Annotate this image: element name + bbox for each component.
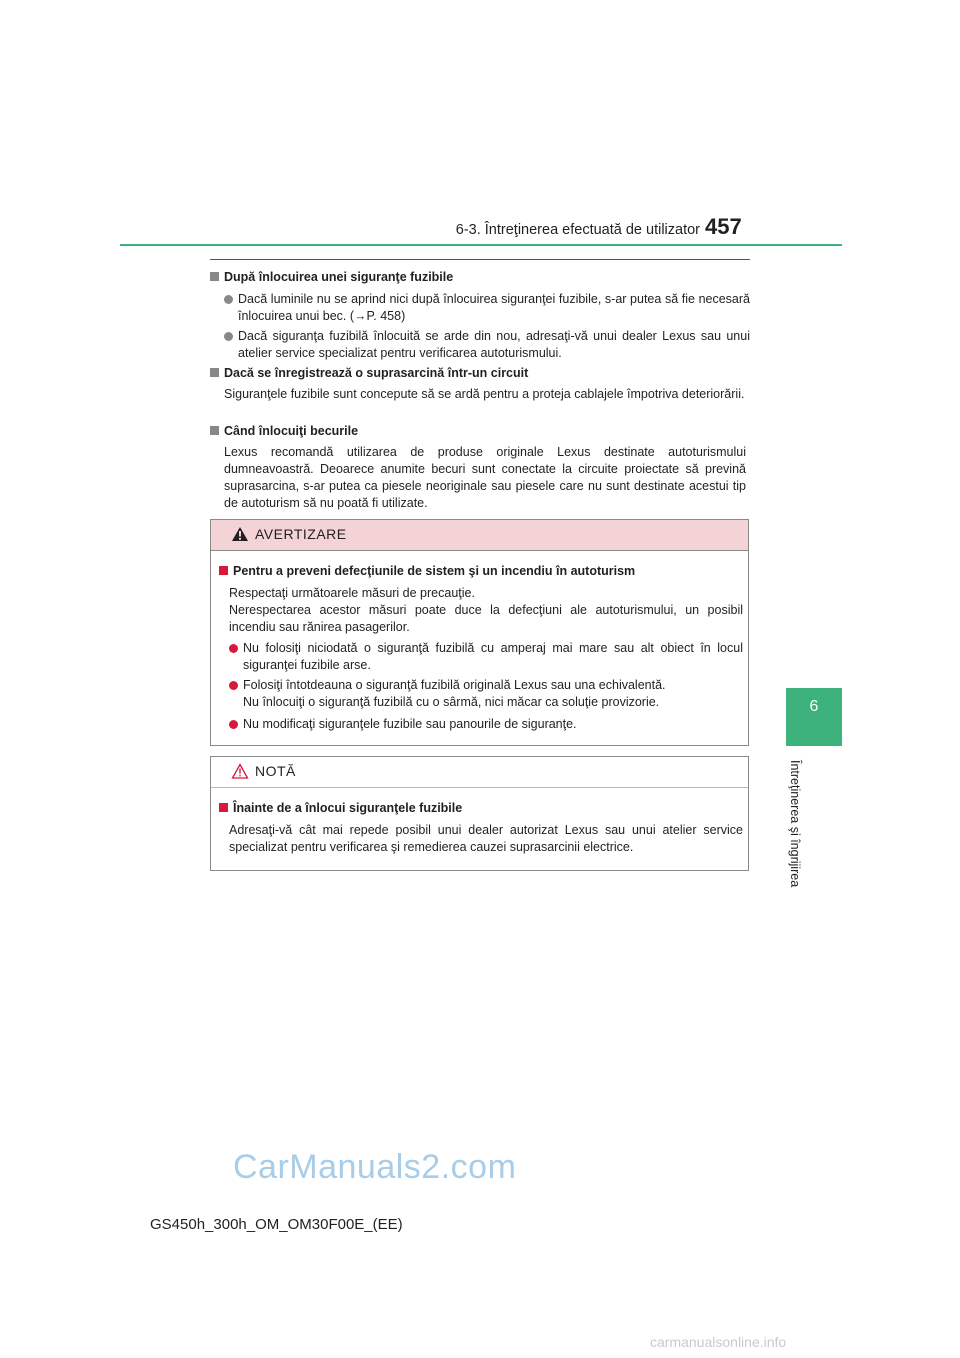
note-title	[219, 801, 462, 815]
watermark-logo: CarManuals2.com	[233, 1148, 517, 1186]
warning-title	[219, 564, 635, 578]
square-marker-icon	[210, 368, 219, 377]
warning-intro-1: Respectaţi următoarele măsuri de precauţie.	[229, 586, 475, 600]
watermark-site: carmanualsonline.info	[650, 1334, 787, 1350]
list-item	[229, 640, 743, 674]
note-heading: NOTĂ	[255, 763, 296, 779]
square-marker-icon	[210, 272, 219, 281]
circle-bullet-icon	[224, 332, 233, 341]
list-item	[229, 716, 743, 733]
header-section-title: 6-3. Întreţinerea efectuată de utilizator	[455, 222, 700, 238]
section-heading	[210, 366, 528, 380]
warning-title-text: Pentru a preveni defecţiunile de sistem şi un incendiu în autoturism	[233, 564, 636, 578]
list-item	[224, 328, 750, 362]
section-heading	[210, 270, 453, 284]
section-title: Când înlocuiţi becurile	[224, 424, 359, 438]
note-box	[210, 756, 749, 871]
section-text: Lexus recomandă utilizarea de produse originale Lexus destinate autoturismului dumneavoastră. Deoarece anumite becuri sunt conectate la circuite proiectate să prevină suprasarcina, s-ar putea ca piesele neoriginale sau piesele care nu sunt destinate acestui tip de autoturism să nu poată fi utilizate.	[224, 445, 746, 510]
page-number: 457	[705, 214, 742, 239]
circle-bullet-icon	[229, 644, 238, 653]
warning-heading: AVERTIZARE	[255, 526, 347, 542]
note-header	[211, 757, 748, 787]
chapter-label: Întreţinerea şi îngrijirea	[788, 760, 802, 888]
square-marker-icon	[219, 566, 228, 575]
list-item-text: Dacă luminile nu se aprind nici după înlocuirea siguranţei fuzibile, s-ar putea să fie necesară înlocuirea unui bec. (→P. 458)	[238, 292, 750, 323]
list-item-text: Nu modificaţi siguranţele fuzibile sau panourile de siguranţe.	[243, 717, 577, 731]
list-item	[229, 677, 743, 694]
warning-intro-2: Nerespectarea acestor măsuri poate duce la defecţiuni ale autoturismului, un posibil incendiu sau rănirea pasagerilor.	[229, 603, 743, 634]
circle-bullet-icon	[229, 681, 238, 690]
section-heading	[210, 424, 358, 438]
warning-box	[210, 519, 749, 746]
list-item-text: Nu folosiţi niciodată o siguranţă fuzibilă cu amperaj mai mare sau alt obiect în locul siguranţei fuzibile arse.	[243, 641, 743, 672]
note-title-text: Înainte de a înlocui siguranţele fuzibile	[233, 801, 463, 815]
note-text: Adresaţi-vă cât mai repede posibil unui dealer autorizat Lexus sau unui atelier service specializat pentru verificarea şi remedierea cauzei suprasarcinii electrice.	[229, 823, 743, 854]
square-marker-icon	[210, 426, 219, 435]
footer-doc-code: GS450h_300h_OM_OM30F00E_(EE)	[150, 1216, 403, 1233]
warning-triangle-icon	[231, 526, 249, 542]
list-item	[224, 291, 750, 325]
chapter-tab	[786, 688, 842, 746]
list-item-continuation: Nu înlocuiţi o siguranţă fuzibilă cu o sârmă, nici măcar ca soluţie provizorie.	[243, 695, 660, 709]
warning-header	[211, 520, 748, 550]
list-item-text: Dacă siguranţa fuzibilă înlocuită se arde din nou, adresaţi-vă unui dealer Lexus sau unui atelier service specializat pentru verificarea autoturismului.	[238, 329, 750, 360]
section-text: Siguranţele fuzibile sunt concepute să se ardă pentru a proteja cablajele împotriva deteriorării.	[224, 387, 745, 401]
circle-bullet-icon	[229, 720, 238, 729]
content-rule	[210, 259, 750, 260]
section-title: Dacă se înregistrează o suprasarcină într-un circuit	[224, 366, 529, 380]
warning-triangle-icon	[231, 763, 249, 779]
square-marker-icon	[219, 803, 228, 812]
section-title: După înlocuirea unei siguranţe fuzibile	[224, 270, 454, 284]
header-rule	[120, 244, 842, 246]
circle-bullet-icon	[224, 295, 233, 304]
chapter-number: 6	[809, 698, 819, 715]
list-item-text: Folosiţi întotdeauna o siguranţă fuzibilă originală Lexus sau una echivalentă.	[243, 678, 666, 692]
